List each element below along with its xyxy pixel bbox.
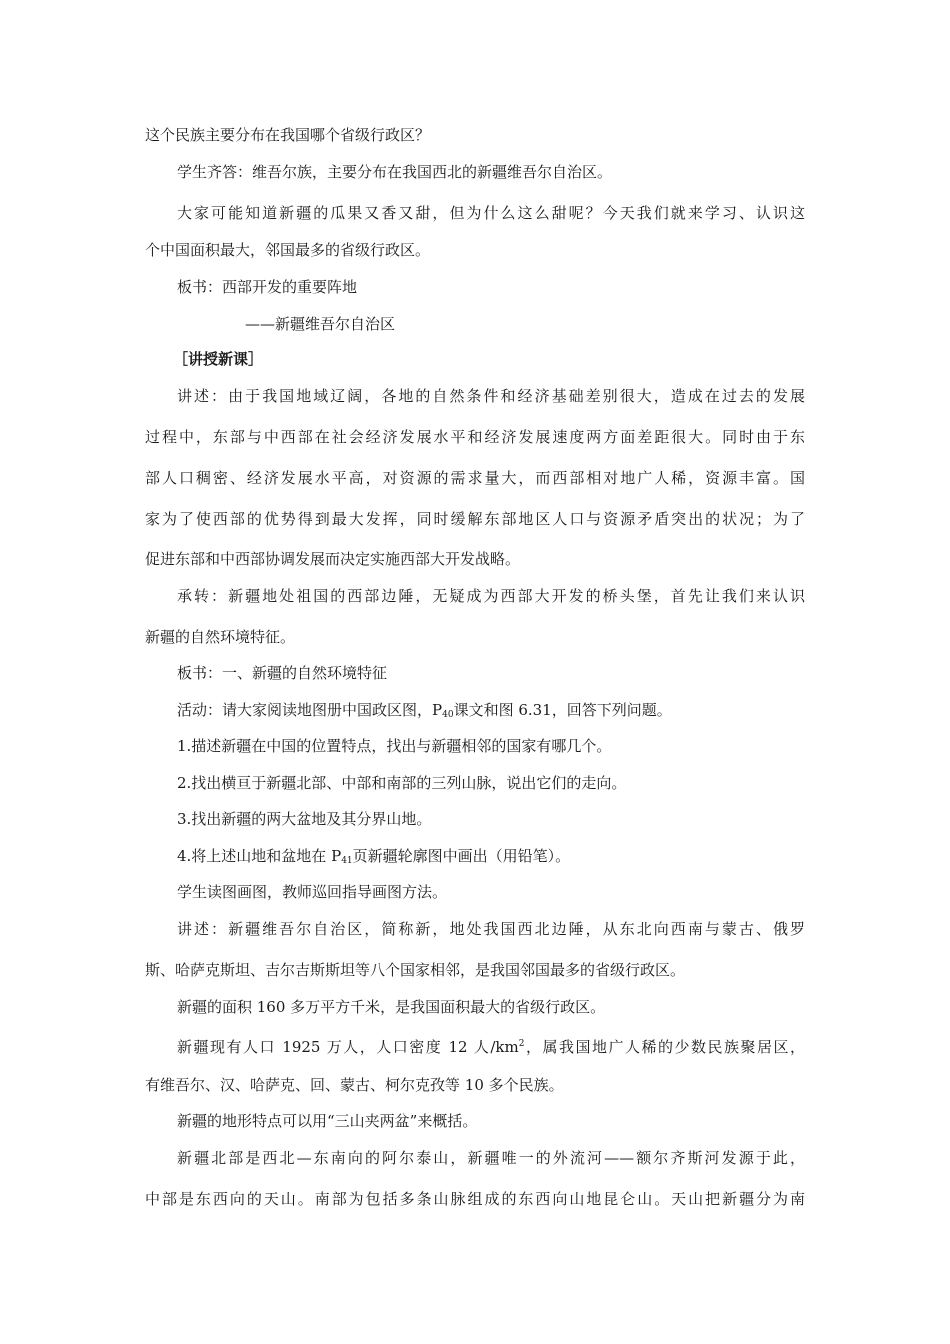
paragraph-text: ，属我国地广人稀的少数民族聚居区，	[524, 1038, 805, 1056]
paragraph-line	[177, 1034, 805, 1057]
paragraph-line: 新疆的面积 160 多万平方千米，是我国面积最大的省级行政区。	[177, 998, 606, 1016]
paragraph-line: 这个民族主要分布在我国哪个省级行政区？	[145, 126, 431, 144]
paragraph-line: 过程中，东部与中西部在社会经济发展水平和经济发展速度两方面差距很大。同时由于东	[145, 428, 805, 446]
question-item: 2.找出横亘于新疆北部、中部和南部的三列山脉，说出它们的走向。	[177, 774, 627, 792]
question-item: 3.找出新疆的两大盆地及其分界山地。	[177, 810, 432, 828]
paragraph-text: 新疆现有人口 1925 万人，人口密度 12 人/km	[177, 1038, 519, 1056]
board-heading: 板书：西部开发的重要阵地	[177, 278, 358, 296]
activity-text: 课文和图 6.31，回答下列问题。	[453, 701, 672, 719]
paragraph-line: 家为了使西部的优势得到最大发挥，同时缓解东部地区人口与资源矛盾突出的状况；为了	[145, 510, 805, 528]
paragraph-line: 有维吾尔、汉、哈萨克、回、蒙古、柯尔克孜等 10 多个民族。	[145, 1076, 564, 1094]
question-text: 页新疆轮廓图中画出（用铅笔）。	[352, 847, 571, 865]
activity-text: 活动：请大家阅读地图册中国政区图，P	[177, 701, 443, 719]
paragraph-line: 新疆的自然环境特征。	[145, 628, 296, 646]
paragraph-line: 新疆的地形特点可以用“三山夹两盆”来概括。	[177, 1112, 478, 1130]
paragraph-line: 新疆北部是西北—东南向的阿尔泰山，新疆唯一的外流河——额尔齐斯河发源于此，	[177, 1149, 805, 1167]
activity-line	[177, 700, 672, 725]
paragraph-line: 中部是东西向的天山。南部为包括多条山脉组成的东西向山地昆仑山。天山把新疆分为南	[145, 1190, 805, 1208]
board-heading: 板书：一、新疆的自然环境特征	[177, 664, 388, 682]
paragraph-line: 促进东部和中西部协调发展而决定实施西部大开发战略。	[145, 550, 521, 568]
page-number-subscript: 41	[341, 856, 353, 866]
paragraph-line: 讲述：新疆维吾尔自治区，简称新，地处我国西北边陲，从东北向西南与蒙古、俄罗	[177, 920, 805, 938]
page-number-subscript: 40	[442, 710, 454, 720]
question-item: 1.描述新疆在中国的位置特点，找出与新疆相邻的国家有哪几个。	[177, 737, 612, 755]
question-item	[177, 846, 570, 871]
paragraph-line: 讲述：由于我国地域辽阔，各地的自然条件和经济基础差别很大，造成在过去的发展	[177, 387, 805, 405]
paragraph-line: 大家可能知道新疆的瓜果又香又甜，但为什么这么甜呢？今天我们就来学习、认识这	[177, 204, 805, 222]
paragraph-line: 学生读图画图，教师巡回指导画图方法。	[177, 883, 448, 901]
superscript: 2	[518, 1039, 525, 1049]
paragraph-line: 部人口稠密、经济发展水平高，对资源的需求量大，而西部相对地广人稀，资源丰富。国	[145, 469, 805, 487]
paragraph-line: 个中国面积最大，邻国最多的省级行政区。	[145, 241, 431, 259]
paragraph-line: 学生齐答：维吾尔族，主要分布在我国西北的新疆维吾尔自治区。	[177, 163, 613, 181]
board-subheading: ——新疆维吾尔自治区	[245, 315, 396, 333]
section-heading: ［讲授新课］	[173, 350, 264, 368]
question-text: 4.将上述山地和盆地在 P	[177, 847, 342, 865]
paragraph-line: 承转：新疆地处祖国的西部边陲，无疑成为西部大开发的桥头堡，首先让我们来认识	[177, 587, 805, 605]
paragraph-line: 斯、哈萨克斯坦、吉尔吉斯斯坦等八个国家相邻，是我国邻国最多的省级行政区。	[145, 961, 686, 979]
